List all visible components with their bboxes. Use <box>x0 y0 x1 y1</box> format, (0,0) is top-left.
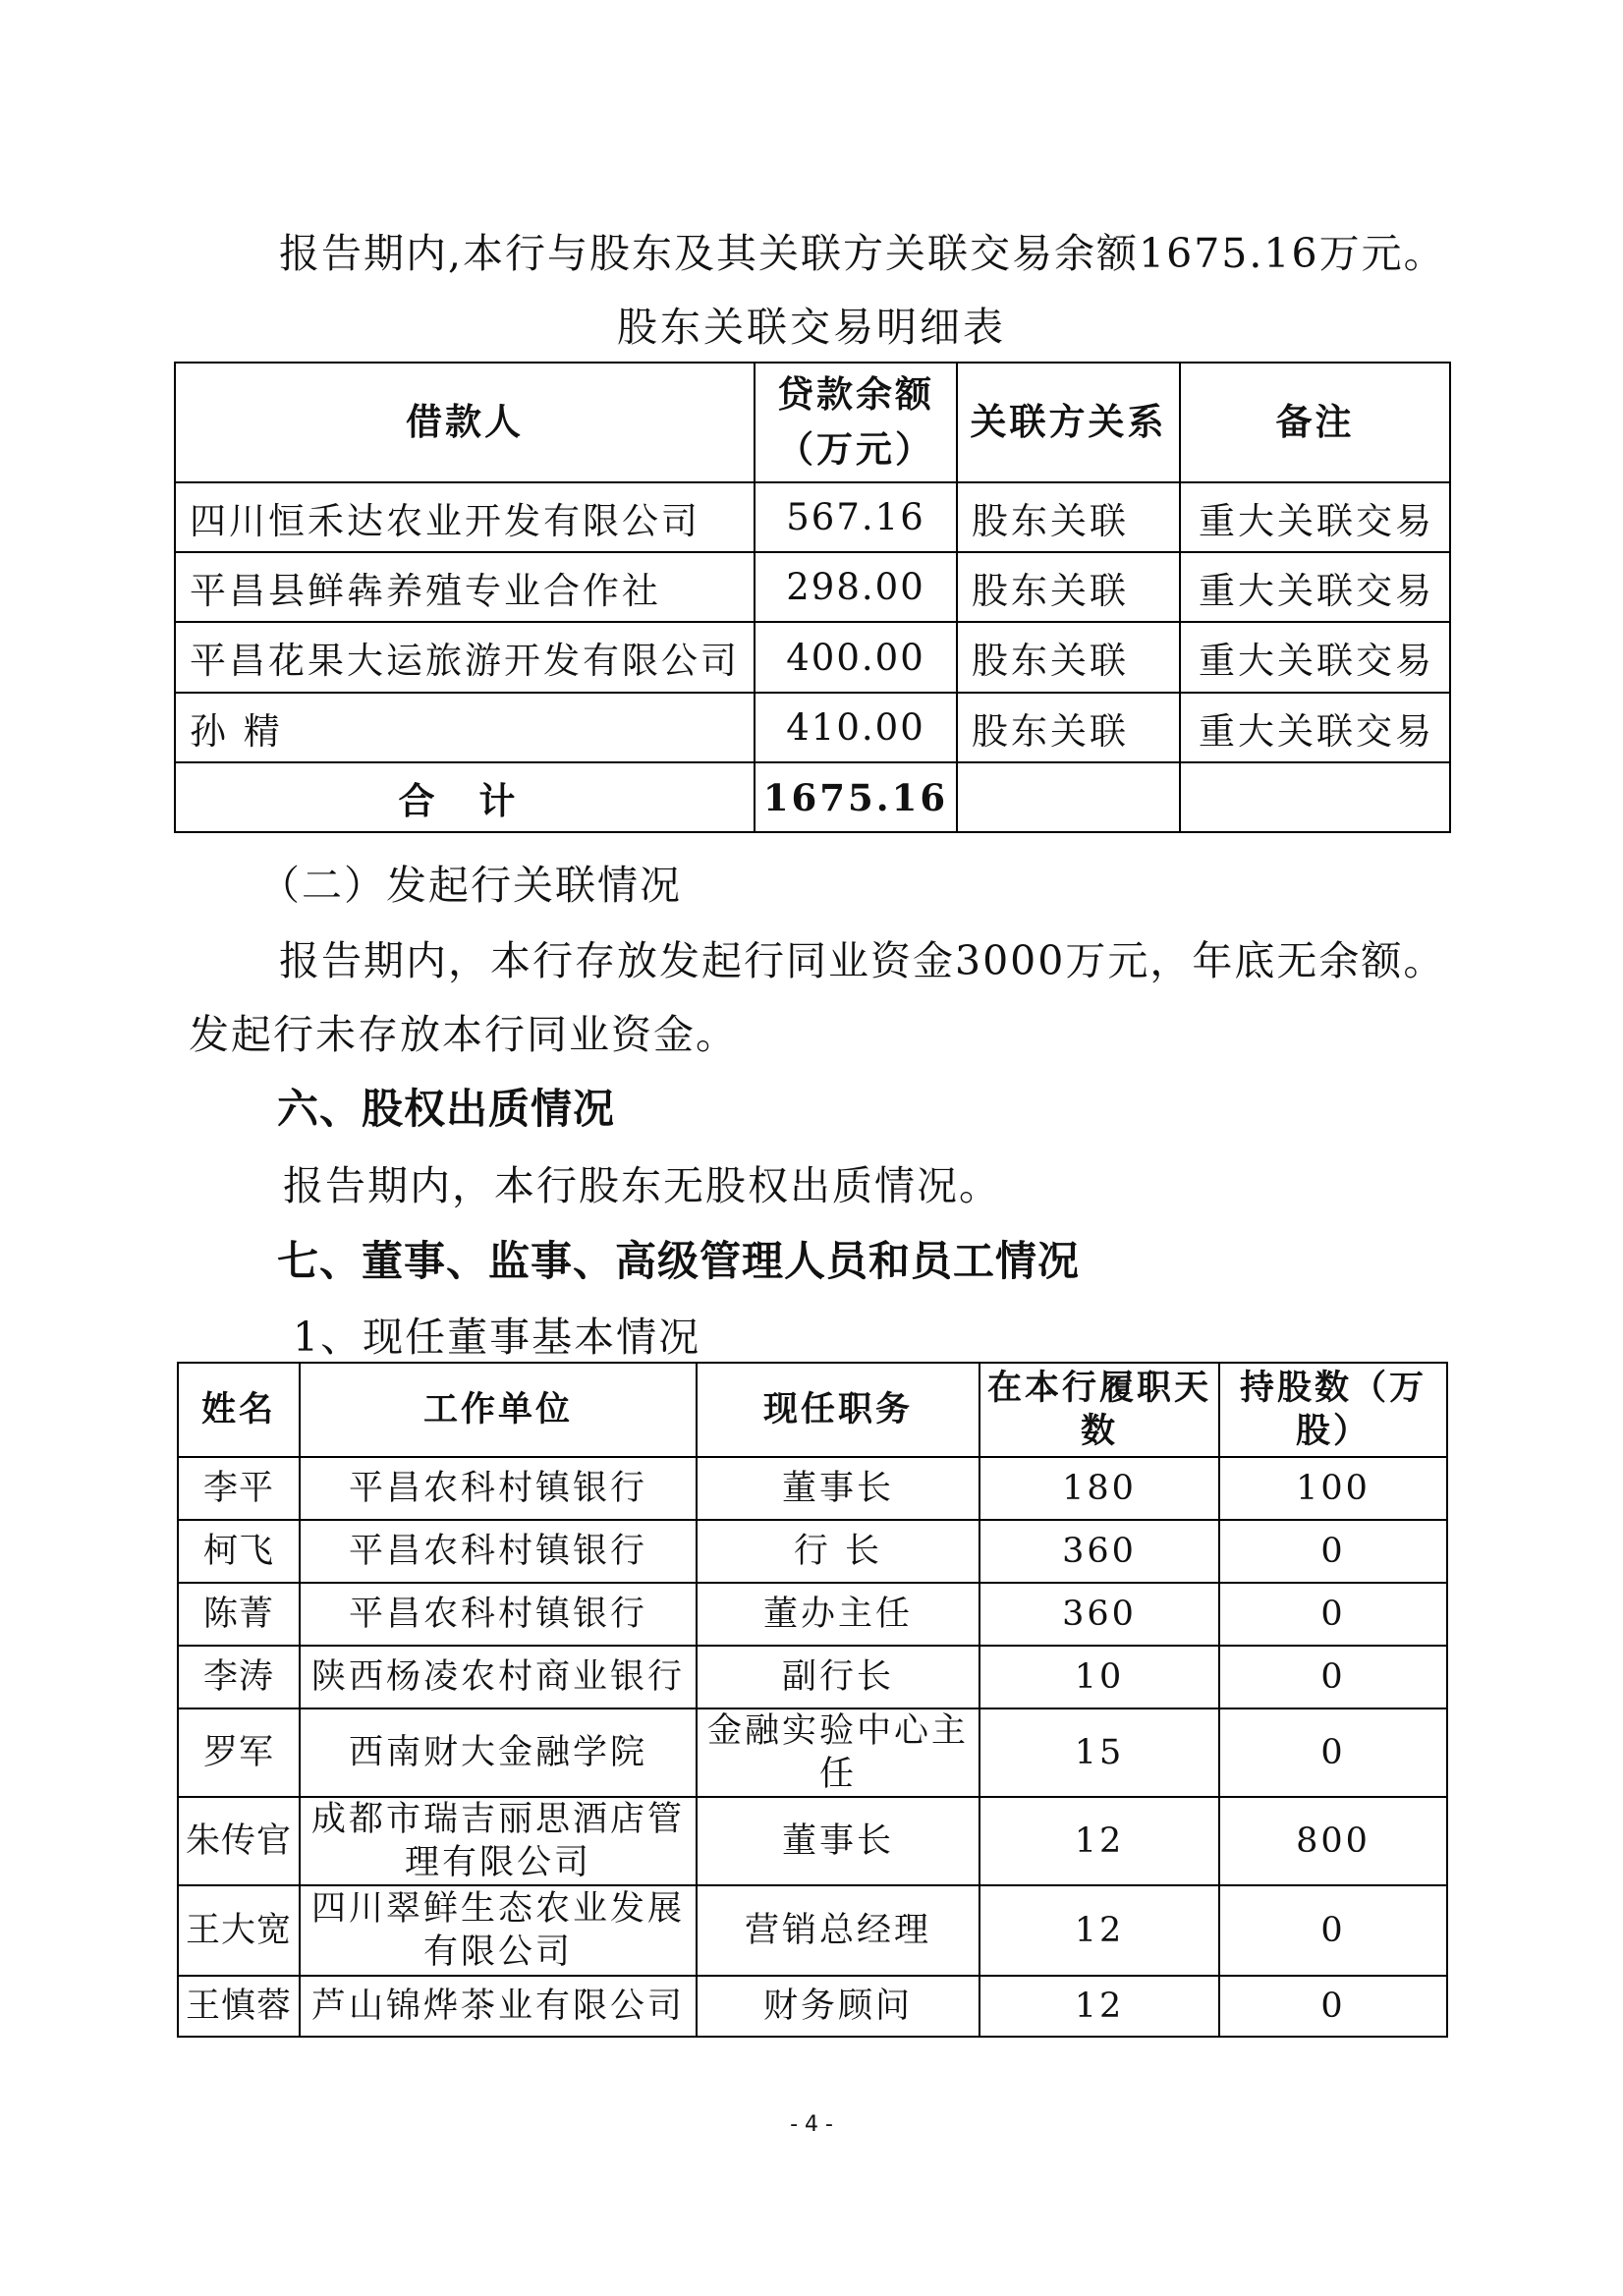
table1-header-row <box>175 363 1450 482</box>
days-cell: 12 <box>979 1885 1219 1976</box>
note-cell: 重大关联交易 <box>1180 693 1450 762</box>
shares-cell: 0 <box>1219 1520 1447 1583</box>
work-unit-cell: 陕西杨凌农村商业银行 <box>300 1646 697 1708</box>
work-unit-cell: 四川翠鲜生态农业发展有限公司 <box>300 1885 697 1976</box>
work-unit-cell: 平昌农科村镇银行 <box>300 1457 697 1520</box>
header-shares: 持股数（万股） <box>1219 1363 1447 1457</box>
total-value: 1675.16 <box>755 762 957 832</box>
days-cell: 12 <box>979 1976 1219 2037</box>
position-cell: 董事长 <box>697 1797 979 1885</box>
shares-cell: 0 <box>1219 1976 1447 2037</box>
table1-total-row <box>175 762 1450 832</box>
header-relation: 关联方关系 <box>957 363 1180 482</box>
work-unit-cell: 芦山锦烨茶业有限公司 <box>300 1976 697 2037</box>
header-balance-line2: （万元） <box>777 428 934 471</box>
total-empty-cell <box>957 762 1180 832</box>
header-balance <box>755 363 957 482</box>
table-row <box>178 1520 1447 1583</box>
balance-cell: 400.00 <box>755 622 957 693</box>
shares-cell: 100 <box>1219 1457 1447 1520</box>
balance-cell: 298.00 <box>755 552 957 622</box>
work-unit-cell: 西南财大金融学院 <box>300 1708 697 1797</box>
table-row <box>178 1797 1447 1885</box>
header-borrower: 借款人 <box>175 363 755 482</box>
work-unit-cell: 成都市瑞吉丽思酒店管理有限公司 <box>300 1797 697 1885</box>
shares-cell: 0 <box>1219 1885 1447 1976</box>
section7-sub1: 1、现任董事基本情况 <box>293 1314 701 1361</box>
subsection-title: （二）发起行关联情况 <box>259 862 682 909</box>
table-row <box>175 482 1450 552</box>
shares-cell: 0 <box>1219 1583 1447 1646</box>
days-cell: 360 <box>979 1583 1219 1646</box>
related-transactions-table <box>174 362 1451 833</box>
table-row <box>175 622 1450 693</box>
header-unit: 工作单位 <box>300 1363 697 1457</box>
position-cell: 董办主任 <box>697 1583 979 1646</box>
position-cell: 副行长 <box>697 1646 979 1708</box>
section6-paragraph: 报告期内，本行股东无股权出质情况。 <box>283 1162 1001 1209</box>
table-row <box>178 1885 1447 1976</box>
note-cell: 重大关联交易 <box>1180 552 1450 622</box>
shares-cell: 800 <box>1219 1797 1447 1885</box>
intro-paragraph: 报告期内,本行与股东及其关联方关联交易余额1675.16万元。 <box>279 230 1446 277</box>
table-row <box>175 693 1450 762</box>
note-cell: 重大关联交易 <box>1180 482 1450 552</box>
director-name-cell: 陈菁 <box>178 1583 300 1646</box>
total-label: 合 计 <box>175 762 755 832</box>
days-cell: 12 <box>979 1797 1219 1885</box>
header-note: 备注 <box>1180 363 1450 482</box>
header-position: 现任职务 <box>697 1363 979 1457</box>
work-unit-cell: 平昌农科村镇银行 <box>300 1583 697 1646</box>
header-days: 在本行履职天数 <box>979 1363 1219 1457</box>
days-cell: 10 <box>979 1646 1219 1708</box>
shares-cell: 0 <box>1219 1708 1447 1797</box>
table-row <box>178 1457 1447 1520</box>
borrower-cell: 孙 精 <box>175 693 755 762</box>
subsection-paragraph-line1: 报告期内，本行存放发起行同业资金3000万元，年底无余额。 <box>279 937 1446 984</box>
director-name-cell: 罗军 <box>178 1708 300 1797</box>
relation-cell: 股东关联 <box>957 482 1180 552</box>
director-name-cell: 李平 <box>178 1457 300 1520</box>
days-cell: 180 <box>979 1457 1219 1520</box>
section6-heading: 六、股权出质情况 <box>277 1085 616 1133</box>
days-cell: 15 <box>979 1708 1219 1797</box>
position-cell: 营销总经理 <box>697 1885 979 1976</box>
position-cell: 董事长 <box>697 1457 979 1520</box>
relation-cell: 股东关联 <box>957 693 1180 762</box>
table1-caption: 股东关联交易明细表 <box>617 304 1006 351</box>
director-name-cell: 柯飞 <box>178 1520 300 1583</box>
relation-cell: 股东关联 <box>957 552 1180 622</box>
table-row <box>178 1646 1447 1708</box>
table-row <box>178 1583 1447 1646</box>
table-row <box>178 1708 1447 1797</box>
balance-cell: 567.16 <box>755 482 957 552</box>
header-name: 姓名 <box>178 1363 300 1457</box>
table2-header-row <box>178 1363 1447 1457</box>
borrower-cell: 四川恒禾达农业开发有限公司 <box>175 482 755 552</box>
borrower-cell: 平昌县鲜犇养殖专业合作社 <box>175 552 755 622</box>
shares-cell: 0 <box>1219 1646 1447 1708</box>
director-name-cell: 王慎蓉 <box>178 1976 300 2037</box>
work-unit-cell: 平昌农科村镇银行 <box>300 1520 697 1583</box>
page-number: - 4 - <box>790 2112 833 2137</box>
header-balance-line1: 贷款余额 <box>777 373 934 416</box>
position-cell: 金融实验中心主任 <box>697 1708 979 1797</box>
director-name-cell: 王大宽 <box>178 1885 300 1976</box>
balance-cell: 410.00 <box>755 693 957 762</box>
director-name-cell: 李涛 <box>178 1646 300 1708</box>
table-row <box>175 552 1450 622</box>
subsection-paragraph-line2: 发起行未存放本行同业资金。 <box>189 1011 738 1058</box>
total-empty-cell <box>1180 762 1450 832</box>
days-cell: 360 <box>979 1520 1219 1583</box>
directors-table <box>177 1362 1448 2038</box>
table-row <box>178 1976 1447 2037</box>
section7-heading: 七、董事、监事、高级管理人员和员工情况 <box>277 1237 1081 1285</box>
director-name-cell: 朱传官 <box>178 1797 300 1885</box>
position-cell: 财务顾问 <box>697 1976 979 2037</box>
note-cell: 重大关联交易 <box>1180 622 1450 693</box>
position-cell: 行 长 <box>697 1520 979 1583</box>
relation-cell: 股东关联 <box>957 622 1180 693</box>
borrower-cell: 平昌花果大运旅游开发有限公司 <box>175 622 755 693</box>
